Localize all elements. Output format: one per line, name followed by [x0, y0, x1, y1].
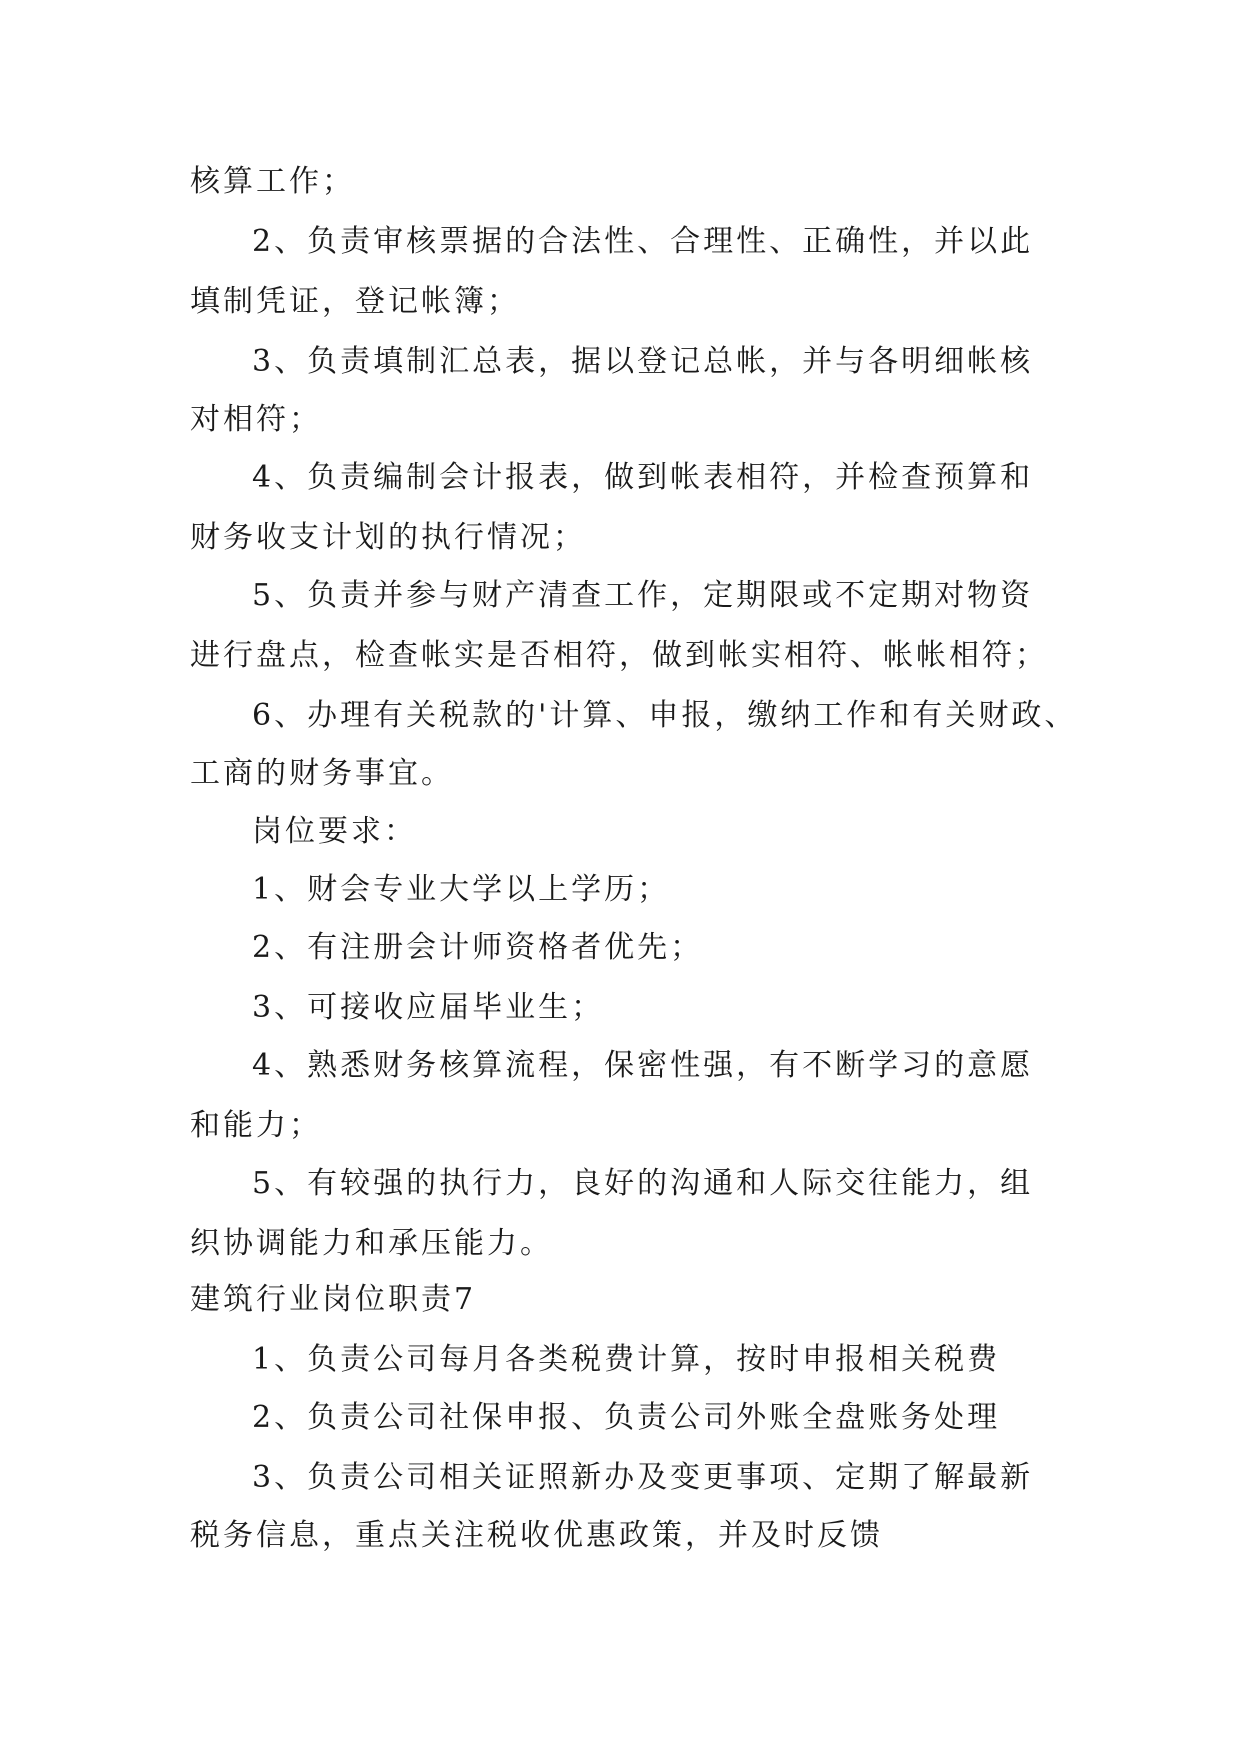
text-line: 4、负责编制会计报表，做到帐表相符，并检查预算和 — [252, 460, 1034, 495]
text-line: 1、负责公司每月各类税费计算，按时申报相关税费 — [252, 1342, 1001, 1377]
text-line: 3、负责填制汇总表，据以登记总帐，并与各明细帐核 — [252, 344, 1034, 379]
text-line: 对相符； — [190, 402, 322, 437]
text-line: 织协调能力和承压能力。 — [190, 1226, 553, 1261]
text-line: 2、负责公司社保申报、负责公司外账全盘账务处理 — [252, 1400, 1001, 1435]
text-line: 4、熟悉财务核算流程，保密性强，有不断学习的意愿 — [252, 1048, 1034, 1083]
text-line: 3、负责公司相关证照新办及变更事项、定期了解最新 — [252, 1460, 1034, 1495]
text-line: 1、财会专业大学以上学历； — [252, 872, 671, 907]
text-line: 税务信息，重点关注税收优惠政策，并及时反馈 — [190, 1518, 883, 1553]
text-line: 核算工作； — [190, 164, 355, 199]
text-line: 工商的财务事宜。 — [190, 756, 454, 791]
section-heading: 岗位要求： — [252, 814, 417, 849]
text-line: 填制凭证，登记帐簿； — [190, 284, 520, 319]
text-line: 5、有较强的执行力，良好的沟通和人际交往能力，组 — [252, 1166, 1034, 1201]
text-line: 5、负责并参与财产清查工作，定期限或不定期对物资 — [252, 578, 1034, 613]
section-title: 建筑行业岗位职责7 — [190, 1282, 477, 1317]
text-line: 3、可接收应届毕业生； — [252, 990, 605, 1025]
text-line: 6、办理有关税款的'计算、申报，缴纳工作和有关财政、 — [252, 698, 1078, 733]
text-line: 财务收支计划的执行情况； — [190, 520, 586, 555]
text-line: 和能力； — [190, 1108, 322, 1143]
text-line: 2、有注册会计师资格者优先； — [252, 930, 704, 965]
text-line: 2、负责审核票据的合法性、合理性、正确性，并以此 — [252, 224, 1034, 259]
text-line: 进行盘点，检查帐实是否相符，做到帐实相符、帐帐相符； — [190, 638, 1048, 673]
